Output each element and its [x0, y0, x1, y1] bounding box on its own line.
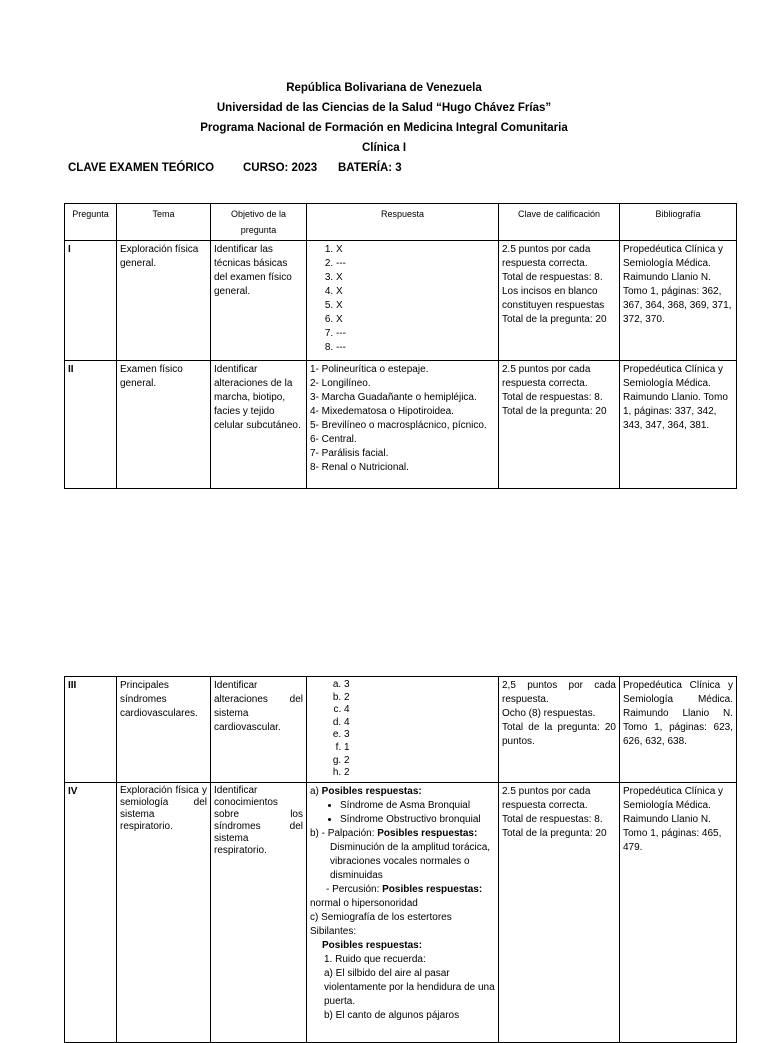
clave-line: Total de respuestas: 8. [502, 392, 603, 403]
respuesta-cell [307, 782, 499, 1042]
table-row-I [65, 241, 737, 361]
clave-line: Total de respuestas: 8. [502, 272, 603, 283]
clave-label: CLAVE EXAMEN TEÓRICO [68, 162, 215, 174]
answer-item: 5- Brevilíneo o macrosplácnico, pícnico. [310, 420, 487, 431]
col-header-bibliografia: Bibliografía [620, 204, 737, 241]
objetivo-cell: Identificar las técnicas básicas del examen físico general. [211, 241, 307, 361]
answer-item: 3. X [336, 271, 495, 285]
answer-item: 7- Parálisis facial. [310, 448, 389, 459]
answer-item: 5. X [336, 299, 495, 313]
bibliografia-cell: Propedéutica Clínica y Semiología Médica. Raimundo Llanio N. Tomo 1, páginas: 623, 626, 632, 638. [620, 677, 737, 783]
answer-item: 6- Central. [310, 434, 357, 445]
table-header-row [65, 204, 737, 241]
tema-cell: Exploración física general. [117, 241, 211, 361]
answer-item: • Síndrome Obstructivo bronquial [340, 813, 495, 827]
answer-c-1: 1. Ruido que recuerda: [324, 953, 426, 965]
col-header-tema: Tema [117, 204, 211, 241]
answer-item: 7. --- [336, 327, 495, 341]
answer-item: g. 2 [344, 755, 495, 768]
clave-cell [499, 782, 620, 1042]
header-asignatura: Clínica I [361, 142, 407, 154]
respuesta-cell [307, 361, 499, 489]
clave-cell [499, 241, 620, 361]
tema-cell: Exploración física y semiología del sistema respiratorio. [117, 782, 211, 1042]
answer-item: 4- Mixedematosa o Hipotiroidea. [310, 406, 454, 417]
clave-line: Total de la pregunta: 20 [502, 827, 607, 839]
answer-item: 6. X [336, 313, 495, 327]
answer-percusion: - Percusión: Posibles respuestas: [326, 883, 483, 895]
answer-a: a) Posibles respuestas: [310, 785, 422, 797]
answer-item: 3- Marcha Guadañante o hemipléjica. [310, 392, 477, 403]
bibliografia-cell: Propedéutica Clínica y Semiología Médica. Raimundo Llanio. Tomo 1, páginas: 337, 342, 343, 347, 364, 381. [620, 361, 737, 489]
tema-cell: Examen físico general. [117, 361, 211, 489]
clave-line: Total de la pregunta: 20 puntos. [502, 722, 616, 747]
table-row-IV [65, 782, 737, 1042]
clave-cell [499, 677, 620, 783]
answer-item: • Síndrome de Asma Bronquial [340, 799, 495, 813]
answer-c-1b: b) El canto de algunos pájaros [324, 1009, 460, 1021]
clave-line: Los incisos en blanco constituyen respuestas [502, 286, 605, 311]
question-number: II [65, 361, 117, 489]
answer-item: b. 2 [344, 692, 495, 705]
clave-line: Total de la pregunta: 20 [502, 314, 607, 325]
answer-a-list [310, 799, 495, 827]
col-header-clave: Clave de calificación [499, 204, 620, 241]
answer-list [310, 679, 495, 780]
clave-line: 2.5 puntos por cada respuesta correcta. [502, 785, 591, 811]
col-header-pregunta: Pregunta [65, 204, 117, 241]
answer-item: c. 4 [344, 704, 495, 717]
clave-cell [499, 361, 620, 489]
answer-item: f. 1 [344, 742, 495, 755]
answer-item: 8. --- [336, 341, 495, 355]
question-number: I [65, 241, 117, 361]
table-row-III [65, 677, 737, 783]
answer-c-title: Posibles respuestas: [322, 939, 423, 951]
bibliografia-cell: Propedéutica Clínica y Semiología Médica. Raimundo Llanio N. Tomo 1, páginas: 465, 479. [620, 782, 737, 1042]
answer-item: 1. X [336, 243, 495, 257]
answer-item: e. 3 [344, 729, 495, 742]
clave-line: Ocho (8) respuestas. [502, 708, 596, 719]
table-row-II [65, 361, 737, 489]
curso-label: CURSO: 2023 [243, 162, 318, 174]
answer-item: h. 2 [344, 767, 495, 780]
objetivo-cell: Identificar alteraciones del sistema cardiovascular. [211, 677, 307, 783]
answer-item: 4. X [336, 285, 495, 299]
answer-list [310, 243, 495, 355]
header-universidad: Universidad de las Ciencias de la Salud “Hugo Chávez Frías” [216, 102, 552, 114]
answer-item: a. 3 [344, 679, 495, 692]
respuesta-cell [307, 677, 499, 783]
col-header-respuesta: Respuesta [307, 204, 499, 241]
clave-line: Total de la pregunta: 20 [502, 406, 607, 417]
answer-item: 8- Renal o Nutricional. [310, 462, 409, 473]
question-number: IV [65, 782, 117, 1042]
bateria-label: BATERÍA: 3 [338, 162, 402, 174]
clave-line: 2.5 puntos por cada respuesta correcta. [502, 364, 591, 389]
answer-c: c) Semiografía de los estertores Sibilantes: [310, 911, 452, 937]
tema-cell: Principales síndromes cardiovasculares. [117, 677, 211, 783]
bibliografia-cell: Propedéutica Clínica y Semiología Médica. Raimundo Llanio N. Tomo 1, páginas: 362, 367, 364, 368, 369, 371, 372, 370. [620, 241, 737, 361]
objetivo-cell: Identificar conocimientos sobre los síndromes del sistema respiratorio. [211, 782, 307, 1042]
answer-item: 2- Longilíneo. [310, 378, 371, 389]
answer-item: 2. --- [336, 257, 495, 271]
answer-item: 1- Polineurítica o estepaje. [310, 364, 429, 375]
answer-b: b) - Palpación: Posibles respuestas: [310, 827, 478, 839]
header-republica: República Bolivariana de Venezuela [286, 82, 482, 94]
clave-line: 2,5 puntos por cada respuesta. [502, 680, 616, 705]
answer-b-text: Disminución de la amplitud torácica, vibraciones vocales normales o disminuidas [330, 841, 491, 881]
answer-key-table-2 [64, 676, 737, 1043]
exam-meta [68, 162, 402, 174]
answer-item: d. 4 [344, 717, 495, 730]
answer-percusion-text: normal o hipersonoridad [310, 897, 418, 909]
clave-line: 2.5 puntos por cada respuesta correcta. [502, 244, 591, 269]
objetivo-cell: Identificar alteraciones de la marcha, biotipo, facies y tejido celular subcutáneo. [211, 361, 307, 489]
answer-c-1a: a) El silbido del aire al pasar violentamente por la hendidura de una puerta. [324, 967, 495, 1007]
col-header-objetivo: Objetivo de la pregunta [211, 204, 307, 241]
answer-key-table-1 [64, 203, 737, 489]
header-programa: Programa Nacional de Formación en Medicina Integral Comunitaria [200, 122, 568, 134]
question-number: III [65, 677, 117, 783]
respuesta-cell [307, 241, 499, 361]
clave-line: Total de respuestas: 8. [502, 813, 603, 825]
